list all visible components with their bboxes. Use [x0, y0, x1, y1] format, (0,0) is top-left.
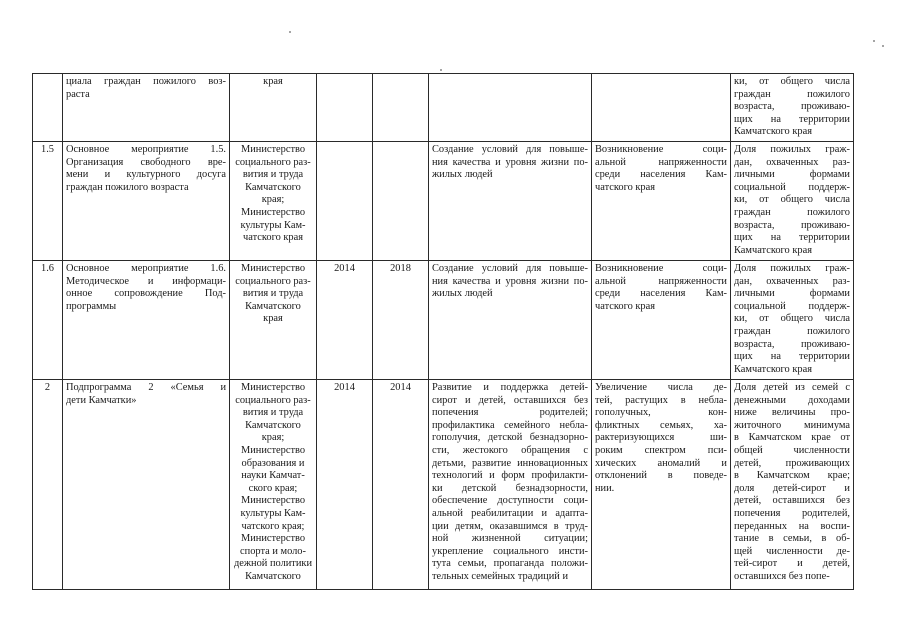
responsible-executor-line: Министерство: [240, 206, 306, 218]
linked-indicator-line: Камчатского края: [734, 244, 812, 256]
expected-result-line: сирот и детей, оставшихся без: [432, 394, 588, 406]
responsible-executor: [230, 380, 317, 590]
linked-indicator-line: в Камчатском крае от: [734, 432, 850, 444]
responsible-executor-line: Камчатского: [245, 570, 301, 582]
consequences-line: тей, растущих в небла-: [595, 394, 727, 406]
activity-name-line: онное сопровождение Под-: [66, 288, 226, 300]
start-year: [317, 261, 373, 380]
expected-result-line: профилактика семейного небла-: [432, 419, 588, 431]
responsible-executor-line: Камчатского: [245, 300, 301, 312]
end-year-text: 2018: [390, 263, 411, 274]
row-number: [33, 261, 63, 380]
linked-indicator-line: попечения родителей,: [734, 507, 850, 519]
activity-name: [63, 142, 230, 261]
expected-result: [429, 261, 592, 380]
activity-name-line: Основное мероприятие 1.5.: [66, 144, 226, 155]
table-row: [33, 261, 854, 380]
table-row: [33, 380, 854, 590]
activity-name-line: Подпрограмма 2 «Семья и: [66, 382, 226, 393]
linked-indicator-line: социальной поддерж-: [734, 300, 850, 312]
responsible-executor-line: образования и: [241, 457, 305, 469]
consequences: [592, 74, 731, 142]
responsible-executor-line: Камчатского: [245, 181, 301, 193]
end-year: [373, 142, 429, 261]
linked-indicator-line: денежными доходами: [734, 394, 850, 406]
linked-indicator-line: тей-сирот и детей,: [734, 558, 850, 570]
linked-indicator-line: детей, проживающих: [734, 457, 850, 469]
expected-result: [429, 74, 592, 142]
expected-result-line: ния качества и уровня жизни по-: [432, 275, 588, 287]
consequences: [592, 142, 731, 261]
activity-name-line: граждан пожилого возраста: [66, 181, 189, 193]
linked-indicator-line: ки, от общего числа: [734, 194, 850, 206]
linked-indicator-line: Доля детей из семей с: [734, 382, 850, 393]
start-year: [317, 142, 373, 261]
linked-indicator-line: Камчатского края: [734, 363, 812, 375]
end-year-text: 2014: [390, 382, 411, 393]
row-number: [33, 380, 63, 590]
responsible-executor-line: дежной политики: [233, 558, 313, 570]
linked-indicator: [731, 142, 854, 261]
linked-indicator-line: возраста, проживаю-: [734, 219, 850, 231]
linked-indicator-line: щих на территории: [734, 113, 850, 125]
linked-indicator-line: щих на территории: [734, 351, 850, 363]
responsible-executor-line: Министерство: [240, 533, 306, 545]
consequences-line: чатского края: [595, 181, 655, 193]
responsible-executor: [230, 142, 317, 261]
end-year: [373, 380, 429, 590]
activity-name-line: программы: [66, 300, 117, 312]
consequences-line: роким спектром пси-: [595, 444, 727, 456]
responsible-executor-line: культуры Кам-: [240, 219, 306, 231]
linked-indicator: [731, 261, 854, 380]
table-body: [33, 74, 854, 590]
activity-name-line: Основное мероприятие 1.6.: [66, 263, 226, 274]
linked-indicator-line: тание в семьи, в об-: [734, 533, 850, 545]
consequences-line: отклонений в поведе-: [595, 470, 727, 482]
expected-result-line: технологий и форм профилакти-: [432, 470, 588, 482]
responsible-executor-line: науки Камчат-: [241, 470, 305, 482]
activity-name: [63, 380, 230, 590]
start-year-text: 2014: [334, 382, 355, 393]
activity-name: [63, 74, 230, 142]
linked-indicator-line: доля детей-сирот и: [734, 482, 850, 494]
expected-result-line: ции детям, оказавшимся в труд-: [432, 520, 588, 532]
responsible-executor-line: вития и труда: [242, 407, 304, 419]
responsible-executor-line: социального раз-: [235, 156, 311, 168]
end-year: [373, 261, 429, 380]
responsible-executor-line: ского края;: [248, 482, 298, 494]
responsible-executor-line: края;: [261, 194, 285, 206]
activity-name-line: Методическое и информаци-: [66, 275, 226, 287]
end-year: [373, 74, 429, 142]
expected-result-line: Развитие и поддержка детей-: [432, 382, 588, 393]
responsible-executor-line: культуры Кам-: [240, 507, 306, 519]
linked-indicator-line: общей численности: [734, 444, 850, 456]
linked-indicator-line: дан, охваченных раз-: [734, 275, 850, 287]
activity-name-line: раста: [66, 88, 90, 100]
row-number-text: 1.5: [41, 144, 54, 155]
linked-indicator-line: житочного минимума: [734, 419, 850, 431]
responsible-executor-line: Министерство: [240, 444, 306, 456]
expected-result-line: попечения родителей;: [432, 407, 588, 419]
linked-indicator-line: в Камчатском крае;: [734, 470, 850, 482]
linked-indicator-line: Доля пожилых граж-: [734, 144, 850, 155]
responsible-executor-line: Министерство: [240, 382, 306, 393]
linked-indicator-line: переданных на воспи-: [734, 520, 850, 532]
responsible-executor-line: социального раз-: [235, 275, 311, 287]
row-number-text: 1.6: [41, 263, 54, 274]
responsible-executor-line: Камчатского: [245, 419, 301, 431]
linked-indicator-line: дан, охваченных раз-: [734, 156, 850, 168]
responsible-executor-line: чатского края;: [241, 520, 305, 532]
expected-result-line: ния качества и уровня жизни по-: [432, 156, 588, 168]
expected-result-line: сти, жестокого обращения с: [432, 444, 588, 456]
expected-result-line: гополучия, детской безнадзорно-: [432, 432, 588, 444]
linked-indicator-line: ниже величины про-: [734, 407, 850, 419]
responsible-executor-line: Министерство: [240, 144, 306, 155]
linked-indicator-line: граждан пожилого: [734, 206, 850, 218]
expected-result-line: тельных семейных традиций и: [432, 570, 569, 582]
scan-speck: [440, 69, 442, 71]
linked-indicator-line: социальной поддерж-: [734, 181, 850, 193]
linked-indicator: [731, 380, 854, 590]
responsible-executor-line: чатского края: [243, 232, 303, 244]
expected-result-line: тута семьи, пропаганда положи-: [432, 558, 588, 570]
expected-result-line: обеспечение доступности соци-: [432, 495, 588, 507]
consequences-line: рактеризующихся ши-: [595, 432, 727, 444]
activity-name-line: мени и культурного досуга: [66, 169, 226, 181]
linked-indicator-line: граждан пожилого: [734, 325, 850, 337]
linked-indicator-line: щих на территории: [734, 232, 850, 244]
expected-result: [429, 380, 592, 590]
consequences-line: среди населения Кам-: [595, 169, 727, 181]
row-number: [33, 74, 63, 142]
start-year: [317, 74, 373, 142]
expected-result-line: ки детской безнадзорности,: [432, 482, 588, 494]
consequences: [592, 261, 731, 380]
responsible-executor-line: социального раз-: [235, 394, 311, 406]
scan-speck: [289, 31, 291, 33]
consequences-line: хических аномалий и: [595, 457, 727, 469]
consequences-line: среди населения Кам-: [595, 288, 727, 300]
consequences-line: Увеличение числа де-: [595, 382, 727, 393]
consequences-line: нии.: [595, 482, 615, 494]
linked-indicator-line: Камчатского края: [734, 126, 812, 138]
consequences-line: фликтных семьях, ха-: [595, 419, 727, 431]
linked-indicator-line: Доля пожилых граж-: [734, 263, 850, 274]
program-table: [32, 73, 854, 590]
linked-indicator-line: личными формами: [734, 169, 850, 181]
responsible-executor-line: края;: [261, 432, 285, 444]
start-year-text: 2014: [334, 263, 355, 274]
expected-result: [429, 142, 592, 261]
expected-result-line: укрепление социального инсти-: [432, 545, 588, 557]
linked-indicator-line: ки, от общего числа: [734, 76, 850, 87]
row-number-text: 2: [44, 382, 51, 393]
scan-speck: [882, 45, 884, 47]
table-row: [33, 74, 854, 142]
linked-indicator-line: возраста, проживаю-: [734, 338, 850, 350]
activity-name: [63, 261, 230, 380]
activity-name-line: дети Камчатки»: [66, 394, 137, 406]
expected-result-line: Создание условий для повыше-: [432, 263, 588, 274]
responsible-executor: [230, 74, 317, 142]
responsible-executor-line: края: [263, 313, 283, 325]
responsible-executor-line: спорта и моло-: [240, 545, 306, 557]
consequences-line: чатского края: [595, 300, 655, 312]
consequences-line: альной напряженности: [595, 156, 727, 168]
consequences-line: Возникновение соци-: [595, 263, 727, 274]
activity-name-line: циала граждан пожилого воз-: [66, 76, 226, 87]
linked-indicator-line: щей численности де-: [734, 545, 850, 557]
row-number: [33, 142, 63, 261]
consequences-line: альной напряженности: [595, 275, 727, 287]
expected-result-line: ной жизненной ситуации;: [432, 533, 588, 545]
responsible-executor-line: Министерство: [240, 263, 306, 274]
linked-indicator-line: оставшихся без попе-: [734, 570, 830, 582]
linked-indicator-line: ки, от общего числа: [734, 313, 850, 325]
linked-indicator: [731, 74, 854, 142]
responsible-executor-line: края: [263, 76, 283, 87]
linked-indicator-line: детей, оставшихся без: [734, 495, 850, 507]
linked-indicator-line: граждан пожилого: [734, 88, 850, 100]
expected-result-line: Создание условий для повыше-: [432, 144, 588, 155]
expected-result-line: жилых людей: [432, 169, 493, 181]
table-row: [33, 142, 854, 261]
responsible-executor-line: Министерство: [240, 495, 306, 507]
responsible-executor-line: вития и труда: [242, 169, 304, 181]
linked-indicator-line: возраста, проживаю-: [734, 101, 850, 113]
consequences-line: гополучных, кон-: [595, 407, 727, 419]
start-year: [317, 380, 373, 590]
consequences: [592, 380, 731, 590]
expected-result-line: детьми, развитие инновационных: [432, 457, 588, 469]
linked-indicator-line: личными формами: [734, 288, 850, 300]
responsible-executor: [230, 261, 317, 380]
expected-result-line: жилых людей: [432, 288, 493, 300]
activity-name-line: Организация свободного вре-: [66, 156, 226, 168]
scan-speck: [873, 40, 875, 42]
expected-result-line: альной реабилитации и адапта-: [432, 507, 588, 519]
consequences-line: Возникновение соци-: [595, 144, 727, 155]
responsible-executor-line: вития и труда: [242, 288, 304, 300]
